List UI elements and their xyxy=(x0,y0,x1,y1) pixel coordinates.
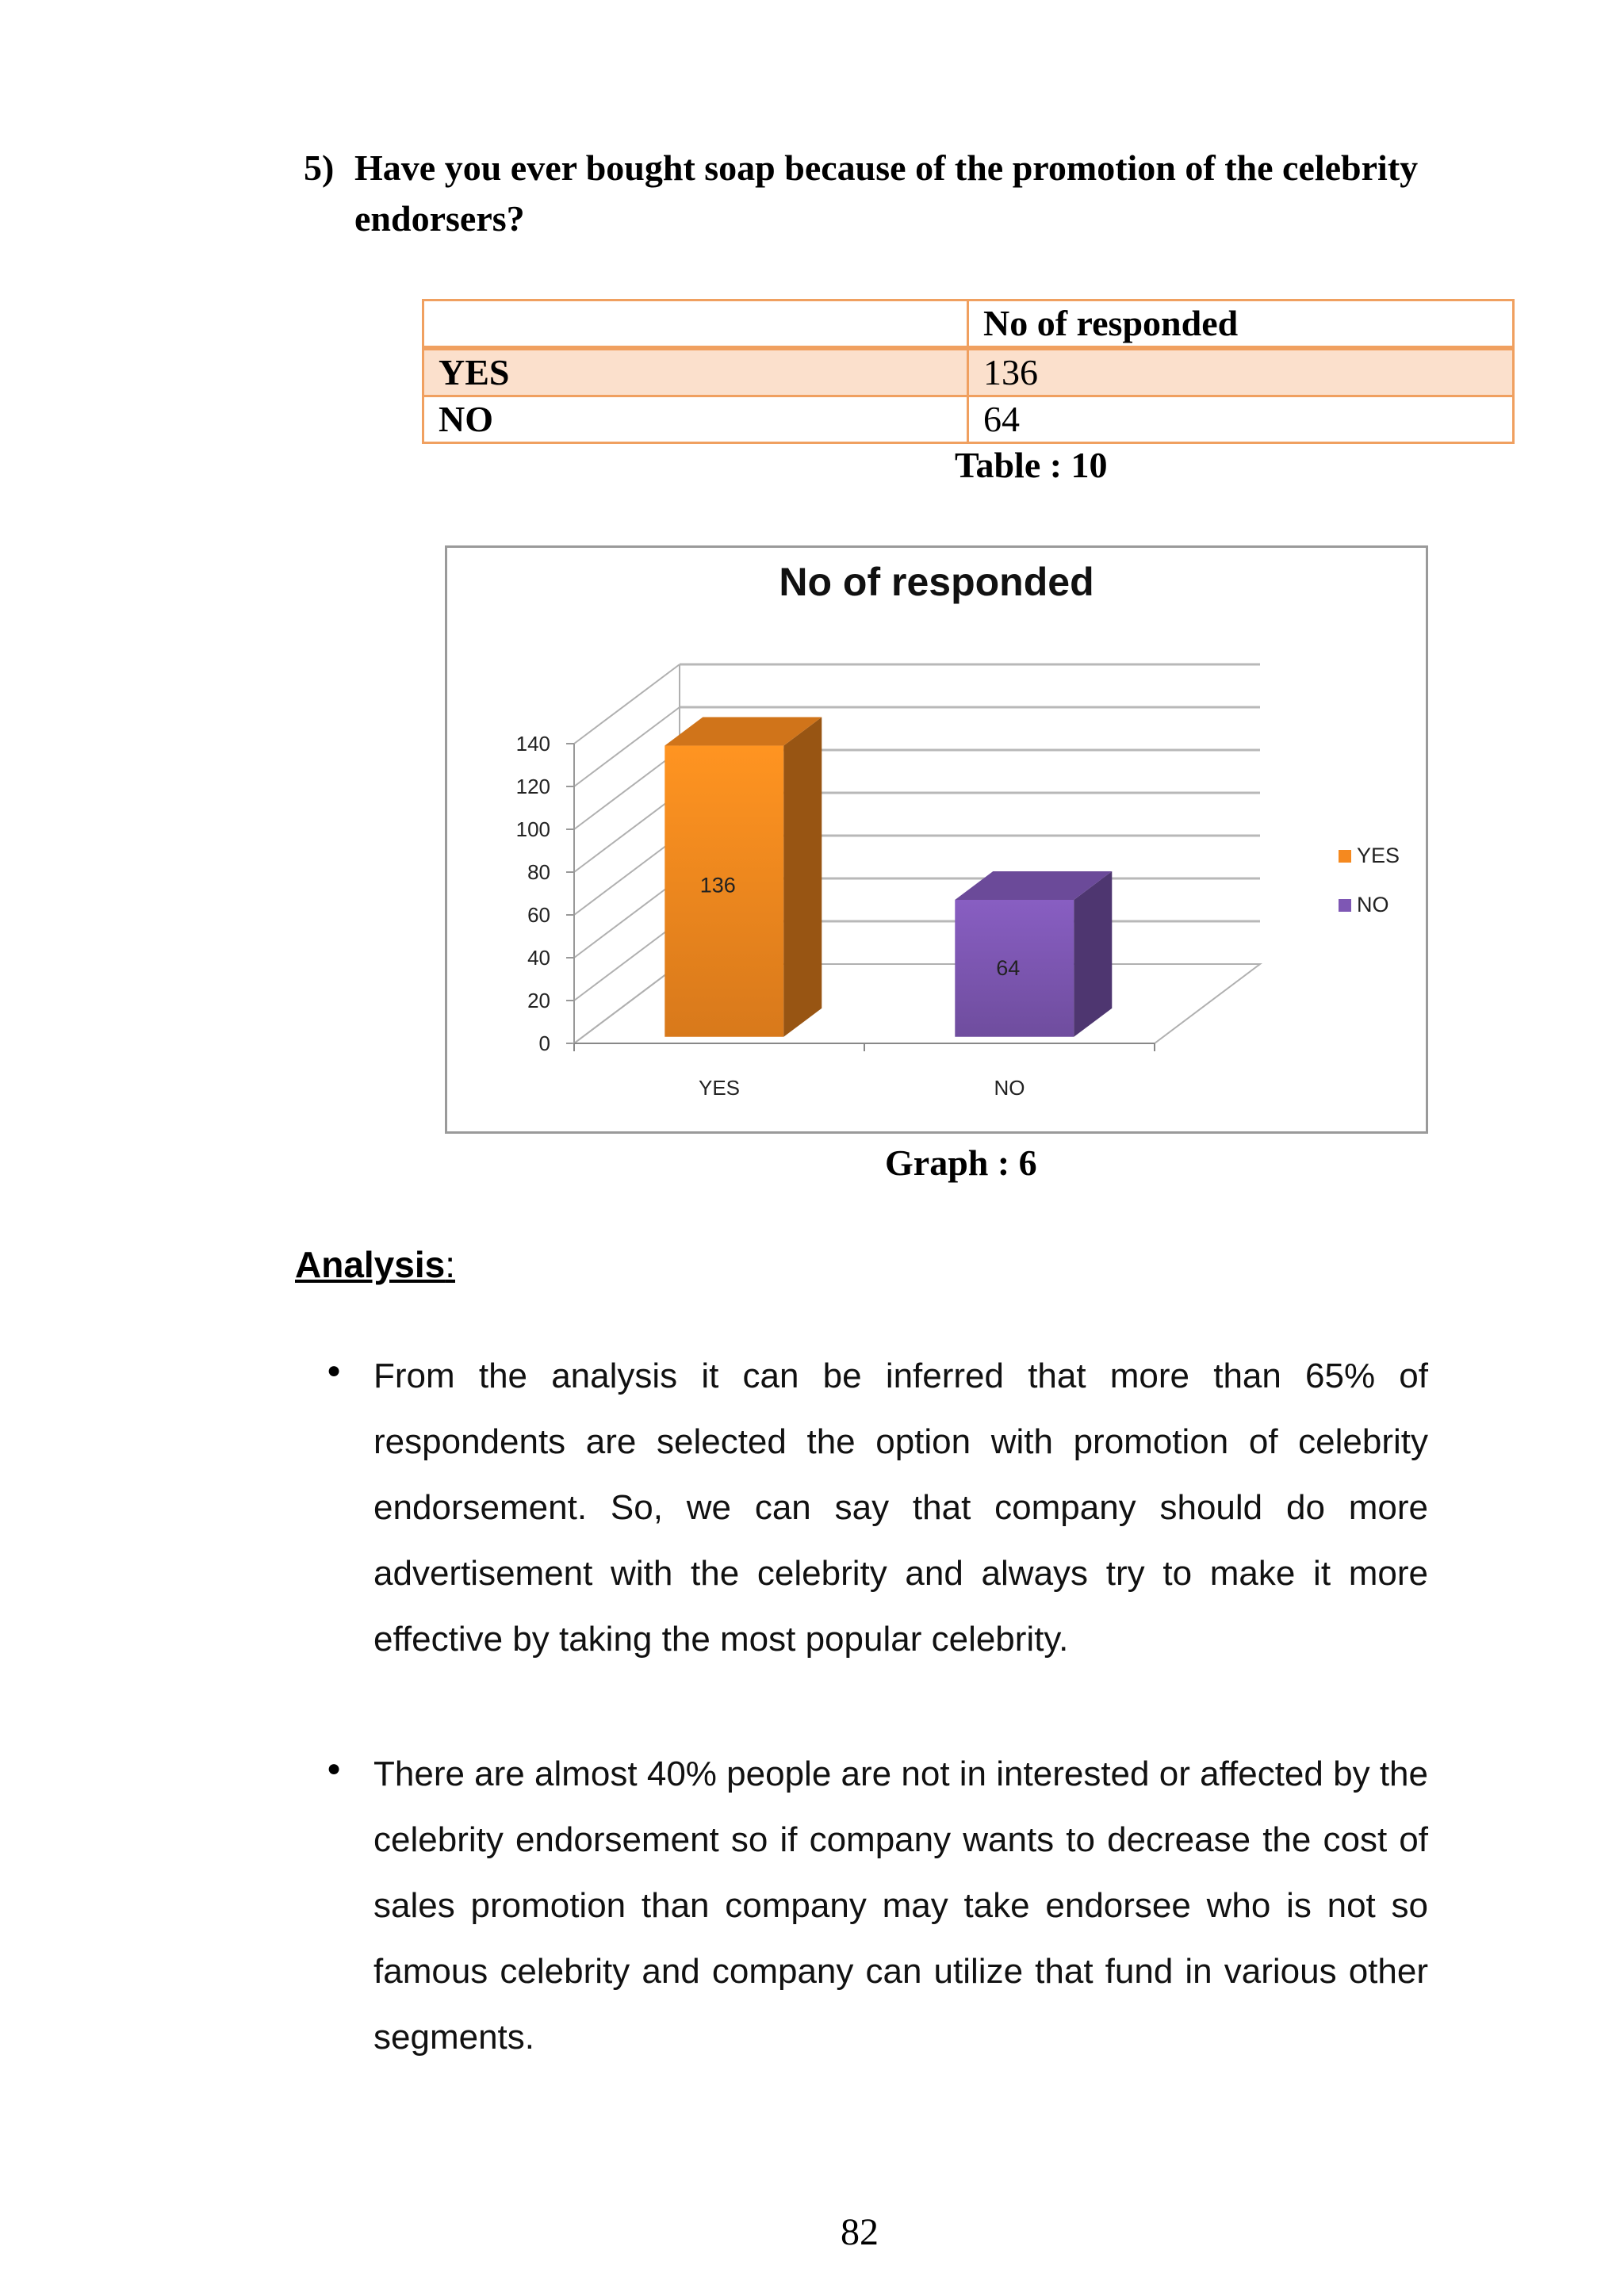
table-row xyxy=(423,348,1514,396)
bar-chart xyxy=(447,548,1426,1131)
y-tick-label: 40 xyxy=(527,946,550,970)
bar-side xyxy=(1074,871,1112,1037)
side-gridline xyxy=(574,750,680,829)
table-header-empty-cell xyxy=(423,300,968,349)
y-tick-label: 0 xyxy=(538,1031,550,1055)
analysis-paragraph-1: From the analysis it can be inferred that more than 65% of respondents are selected the option with promotion of celebrity endorsement. So, we can say that company should do more advertisement with the celebrity and always try to make it more effective by taking the most popular celebrity. xyxy=(373,1357,1428,1659)
table-row-label: YES xyxy=(423,348,968,396)
legend-swatch xyxy=(1339,899,1351,912)
table-header-cell: No of responded xyxy=(968,300,1514,349)
legend-swatch xyxy=(1339,850,1351,863)
side-gridline xyxy=(574,707,680,786)
table-header-row xyxy=(423,300,1514,349)
side-gridline xyxy=(574,664,680,744)
table-row-label: NO xyxy=(423,396,968,443)
side-gridline xyxy=(574,836,680,915)
y-tick-label: 20 xyxy=(527,989,550,1012)
analysis-heading-text: Analysis xyxy=(295,1244,446,1285)
y-tick-label: 80 xyxy=(527,860,550,884)
question-number: 5) xyxy=(304,147,335,188)
graph-caption: Graph : 6 xyxy=(885,1142,1037,1183)
question-text: Have you ever bought soap because of the promotion of the celebrity endorsers? xyxy=(354,147,1419,239)
y-tick-label: 140 xyxy=(515,732,550,756)
analysis-heading-colon: : xyxy=(445,1244,455,1285)
bullet-marker: ● xyxy=(327,1755,342,1781)
data-label: 64 xyxy=(996,955,1021,980)
y-tick-label: 60 xyxy=(527,903,550,927)
analysis-paragraph-2: There are almost 40% people are not in interested or affected by the celebrity endorsement so if company wants to decrease the cost of sales promotion than company may take endorsee who is not so famous celebrity and company can utilize that fund in various other segments. xyxy=(373,1755,1428,2057)
chart-frame xyxy=(445,545,1428,1134)
table-row-value: 136 xyxy=(968,348,1514,396)
data-label: 136 xyxy=(699,873,736,897)
bullet-marker: ● xyxy=(327,1357,342,1383)
bar-side xyxy=(783,718,822,1037)
page-number: 82 xyxy=(841,2211,879,2253)
chart-title: No of responded xyxy=(779,560,1094,604)
table-row-value: 64 xyxy=(968,396,1514,443)
x-tick-label: NO xyxy=(994,1076,1025,1100)
question xyxy=(304,143,1454,244)
y-tick-label: 120 xyxy=(515,775,550,798)
table-row xyxy=(423,396,1514,443)
table-caption: Table : 10 xyxy=(955,445,1108,485)
analysis-heading xyxy=(295,1243,455,1286)
legend-label: YES xyxy=(1357,844,1400,867)
side-gridline xyxy=(574,793,680,872)
side-gridline xyxy=(574,878,680,958)
response-table xyxy=(422,299,1515,444)
side-gridline xyxy=(574,921,680,1001)
x-tick-label: YES xyxy=(698,1076,741,1100)
legend-label: NO xyxy=(1357,893,1389,916)
y-tick-label: 100 xyxy=(515,817,550,841)
